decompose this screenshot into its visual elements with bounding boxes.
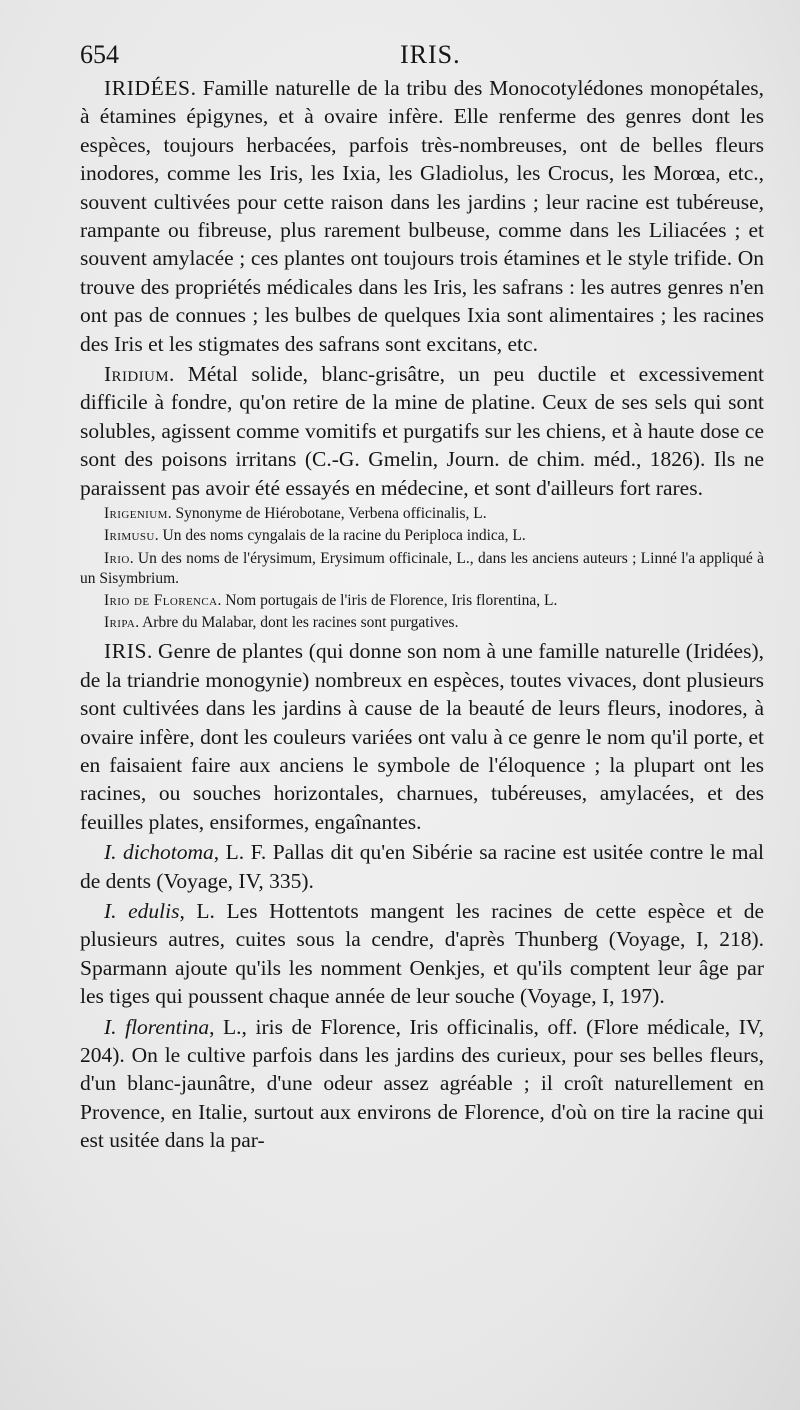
- entry-text: , L. Les Hottentots mangent les racines de cette espèce et de plusieurs autres, cuites sous la cendre, d'après Thunberg (Voyage, I, 218). Sparmann ajoute qu'ils les nomment Oenkjes, et qu'ils comptent leur âge par les tiges qui poussent chaque année de leur souche (Voyage, I, 197).: [80, 898, 764, 1009]
- headword: Iripa: [104, 614, 136, 632]
- entry-iris-edulis: [80, 897, 764, 1011]
- entry-text: . Nom portugais de l'iris de Florence, Iris florentina, L.: [217, 591, 558, 609]
- headword: Iridium: [104, 362, 169, 387]
- entry-iridees: [80, 74, 764, 358]
- entry-text: . Synonyme de Hiérobotane, Verbena officinalis, L.: [167, 505, 487, 523]
- page-number: 654: [80, 40, 119, 69]
- entry-iris-florentina: [80, 1013, 764, 1155]
- entry-iris: [80, 637, 764, 836]
- headword: Irigenium: [104, 505, 168, 523]
- page-header: [80, 40, 764, 70]
- entry-text: , L. F. Pallas dit qu'en Sibérie sa racine est usitée contre le mal de dents (Voyage, IV, 335).: [80, 840, 764, 893]
- entry-iridium: [80, 360, 764, 502]
- running-title: IRIS.: [400, 40, 461, 69]
- headword: Irio de Florenca: [104, 591, 218, 609]
- headword: I. edulis: [104, 898, 180, 923]
- entry-irio-de-florenca: [80, 591, 764, 611]
- headword: Irimusu: [104, 527, 155, 545]
- headword: IRIS: [104, 639, 148, 664]
- entry-text: . Arbre du Malabar, dont les racines sont purgatives.: [135, 614, 459, 632]
- headword: Irio: [104, 549, 130, 567]
- entry-text: . Un des noms de l'érysimum, Erysimum officinale, L., dans les anciens auteurs ; Linné l'a appliqué à un Sisymbrium.: [80, 549, 764, 587]
- entry-text: . Famille naturelle de la tribu des Monocotylédones monopétales, à étamines épigynes, et à ovaire infère. Elle renferme des genres dont les espèces, toujours herbacées, parfois très-nombreuses, ont de belles fleurs inodores, comme les Iris, les Ixia, les Gladiolus, les Crocus, les Morœa, etc., souvent cultivées pour cette raison dans les jardins ; leur racine est tubéreuse, rampante ou fibreuse, plus rarement bulbeuse, comme dans les Liliacées ; et souvent amylacée ; ces plantes ont toujours trois étamines et le style trifide. On trouve des propriétés médicales dans les Iris, les safrans : les autres genres n'en ont pas de connues ; les bulbes de quelques Ixia sont alimentaires ; les racines des Iris et les stigmates des safrans sont excitans, etc.: [80, 76, 764, 356]
- entry-iris-dichotoma: [80, 838, 764, 895]
- headword: I. florentina: [104, 1014, 210, 1039]
- headword: I. dichotoma: [104, 840, 214, 865]
- entry-text: . Genre de plantes (qui donne son nom à une famille naturelle (Iridées), de la triandrie monogynie) nombreux en espèces, toutes vivaces, dont plusieurs sont cultivées dans les jardins à cause de la beauté de leurs fleurs, inodores, à ovaire infère, dont les couleurs variées ont valu à ce genre le nom qu'il porte, et en faisaient faire aux anciens le symbole de l'éloquence ; la plupart ont les racines, ou souches horizontales, charnues, tubéreuses, amylacées, et des feuilles plates, ensiformes, engaînantes.: [80, 639, 764, 834]
- headword: IRIDÉES: [104, 76, 191, 100]
- entry-text: . Métal solide, blanc-grisâtre, un peu ductile et excessivement difficile à fondre, qu'on retire de la mine de platine. Ceux de ses sels qui sont solubles, agissent comme vomitifs et purgatifs sur les chiens, et à haute dose ce sont des poisons irritans (C.-G. Gmelin, Journ. de chim. méd., 1826). Ils ne paraissent pas avoir été essayés en médecine, et sont d'ailleurs fort rares.: [80, 362, 764, 500]
- entry-irigenium: [80, 504, 764, 524]
- entry-irimusu: [80, 526, 764, 546]
- entry-iripa: [80, 613, 764, 633]
- entry-text: , L., iris de Florence, Iris officinalis, off. (Flore médicale, IV, 204). On le cultive parfois dans les jardins des curieux, pour ses belles fleurs, d'un blanc-jaunâtre, d'une odeur assez agréable ; il croît naturellement en Provence, en Italie, surtout aux environs de Florence, d'où on tire la racine qui est usitée dans la par-: [80, 1014, 764, 1153]
- entry-text: . Un des noms cyngalais de la racine du Periploca indica, L.: [154, 527, 526, 545]
- entry-irio: [80, 549, 764, 589]
